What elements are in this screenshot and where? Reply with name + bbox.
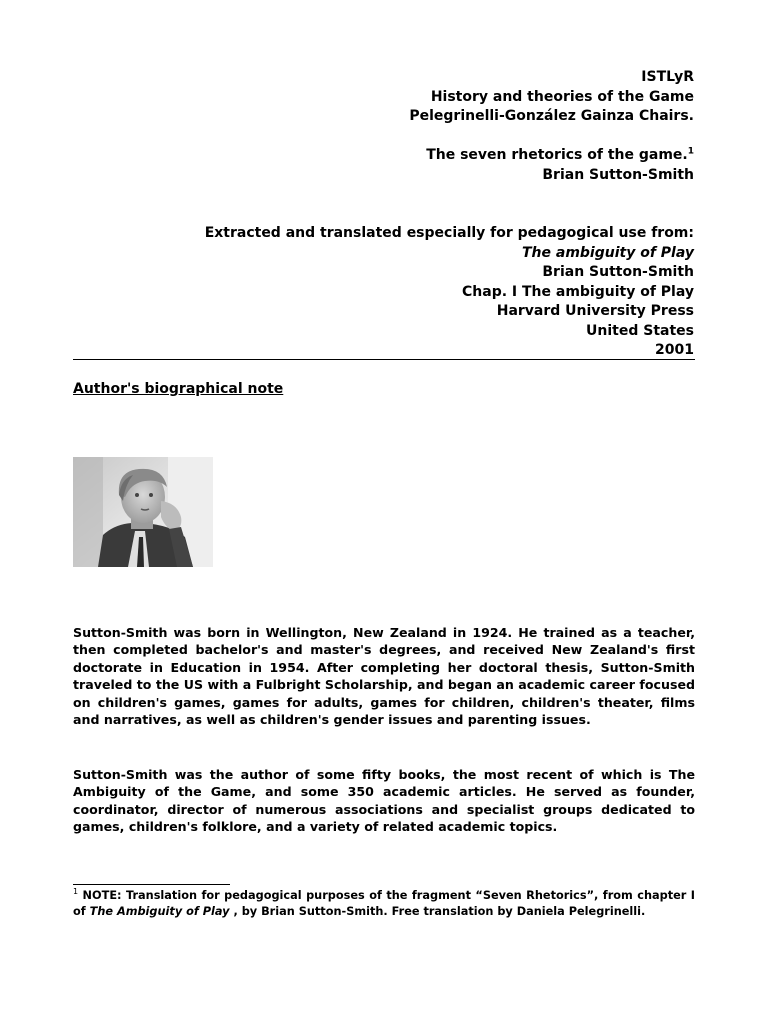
footnote-text-before: NOTE: Translation for pedagogical purposes of the fragment “Seven Rhetorics”, from chapter I of — [73, 889, 695, 918]
footnote — [73, 888, 695, 920]
article-title-text: The seven rhetorics of the game. — [426, 147, 688, 163]
publication-country: United States — [586, 322, 694, 339]
article-title — [54, 146, 694, 166]
source-intro: Extracted and translated especially for pedagogical use from: — [204, 225, 694, 241]
header-divider — [73, 359, 695, 360]
publisher-name: Harvard University Press — [496, 303, 694, 319]
footnote-book-title: The Ambiguity of Play — [89, 905, 230, 918]
chairs-name: Pelegrinelli-González Gainza Chairs. — [409, 108, 694, 124]
footnote-text-after: , by Brian Sutton-Smith. Free translation by Daniela Pelegrinelli. — [229, 905, 646, 918]
footnote-reference: 1 — [687, 146, 694, 157]
course-name: History and theories of the Game — [430, 88, 694, 105]
publication-year: 2001 — [655, 342, 694, 358]
institution-name: ISTLyR — [641, 69, 694, 85]
footnote-mark: 1 — [73, 887, 79, 897]
book-title: The ambiguity of Play — [521, 244, 694, 261]
section-heading: Author's biographical note — [73, 381, 284, 397]
book-author: Brian Sutton-Smith — [542, 264, 694, 280]
author-photo — [73, 457, 213, 567]
article-author: Brian Sutton-Smith — [542, 166, 694, 183]
biography-paragraph-2: Sutton-Smith was the author of some fifty books, the most recent of which is The Ambiguity of the Game, and some 350 academic articles. He served as founder, coordinator, director of numerous associations and specialist groups dedicated to games, children's folklore, and a variety of related academic topics. — [73, 767, 695, 835]
document-header — [54, 68, 694, 361]
chapter-title: Chap. I The ambiguity of Play — [462, 283, 694, 300]
footnote-divider — [73, 884, 230, 885]
biography-paragraph-1: Sutton-Smith was born in Wellington, New Zealand in 1924. He trained as a teacher, then completed bachelor's and master's degrees, and received New Zealand's first doctorate in Education in 1954. After completing her doctoral thesis, Sutton-Smith traveled to the US with a Fulbright Scholarship, and began an academic career focused on children's games, games for adults, games for children, children's theater, films and narratives, as well as children's gender issues and parenting issues. — [73, 625, 695, 728]
